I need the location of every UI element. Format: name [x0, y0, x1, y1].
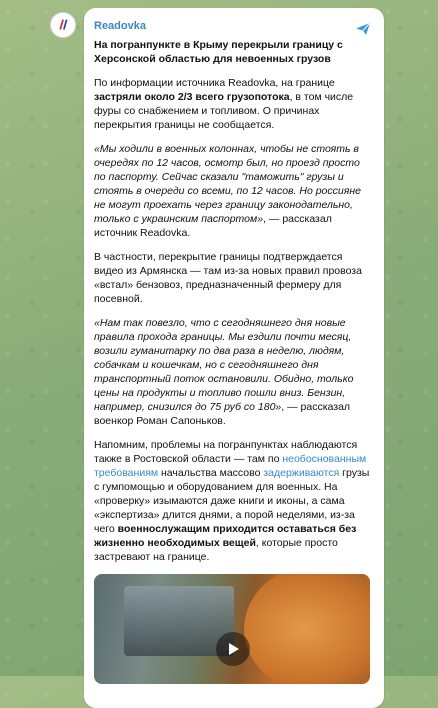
link-detained[interactable]: задерживаются — [263, 467, 340, 479]
paragraph-quote-source — [94, 142, 370, 240]
paragraph-intro — [94, 76, 370, 132]
link-unfounded-requirements[interactable]: необоснованным требованиям — [94, 453, 367, 479]
text-span: Напомним, проблемы на погранпунктах наблюдаются также в Ростовской области — там по — [94, 439, 358, 465]
share-button[interactable] — [352, 18, 374, 40]
channel-name[interactable]: Readovka — [94, 20, 146, 32]
text-span: По информации источника Readovka, на границе — [94, 77, 335, 89]
text-span: начальства массово — [158, 467, 264, 479]
text-span: , которые просто застревают на границе. — [94, 537, 338, 563]
bold-span: застряли около 2/3 всего грузопотока — [94, 91, 290, 103]
play-button[interactable] — [216, 632, 250, 666]
bold-span: военнослужащим приходится оставаться без жизненно необходимых вещей — [94, 523, 357, 549]
video-preview[interactable] — [94, 574, 370, 684]
message-header — [94, 18, 374, 36]
quote-attribution: , — рассказал источник Readovka. — [94, 213, 332, 239]
quote-text: «Мы ходили в военных колоннах, чтобы не стоять в очередях по 12 часов, осмотр был, но проезд просто по паспорту. Сейчас сказали "таможить" грузы и стоять в очереди со всеми, по 12 часов. Но россияне не могут проехать через границу законодательно, только с украинским паспортом» — [94, 143, 361, 225]
quote-text: «Нам так повезло, что с сегодняшнего дня новые правила прохода границы. Мы ездили почти месяц, возили гуманитарку по два раза в неделю, людям, собачкам и кошечкам, но с сегодняшнего дня транспортный поток остановили. Обидно, только цены на продукты и топливо пошли вниз. Бензин, например, снизился до 75 руб со 180» — [94, 317, 354, 413]
paragraph-rostov — [94, 438, 370, 564]
play-icon — [226, 642, 240, 656]
text-span: грузы с гумпомощью и оборудованием для военных. На «проверку» изымаются даже книги и иконы, а сама «экспертиза» длится днями, а порой неделями, из-за чего — [94, 467, 370, 535]
text-span: , в том числе фуры со снабжением и топливом. О причинах перекрытия границы не сообщается. — [94, 91, 354, 131]
channel-logo-icon — [54, 16, 72, 34]
message-bubble — [84, 8, 384, 708]
quote-attribution: , — рассказал военкор Роман Сапоньков. — [94, 401, 351, 427]
paragraph-quote-sapon — [94, 316, 370, 428]
paragraph-armyansk: В частности, перекрытие границы подтверждается видео из Армянска — там из-за новых правил провоза «встал» бензовоз, предназначенный фермеру для посевной. — [94, 251, 362, 305]
post-title: На погранпункте в Крыму перекрыли границу с Херсонской областью для невоенных грузов — [94, 39, 343, 65]
video-frame-tanker — [244, 574, 370, 684]
share-arrow-icon — [355, 22, 371, 36]
channel-avatar[interactable] — [50, 12, 76, 38]
